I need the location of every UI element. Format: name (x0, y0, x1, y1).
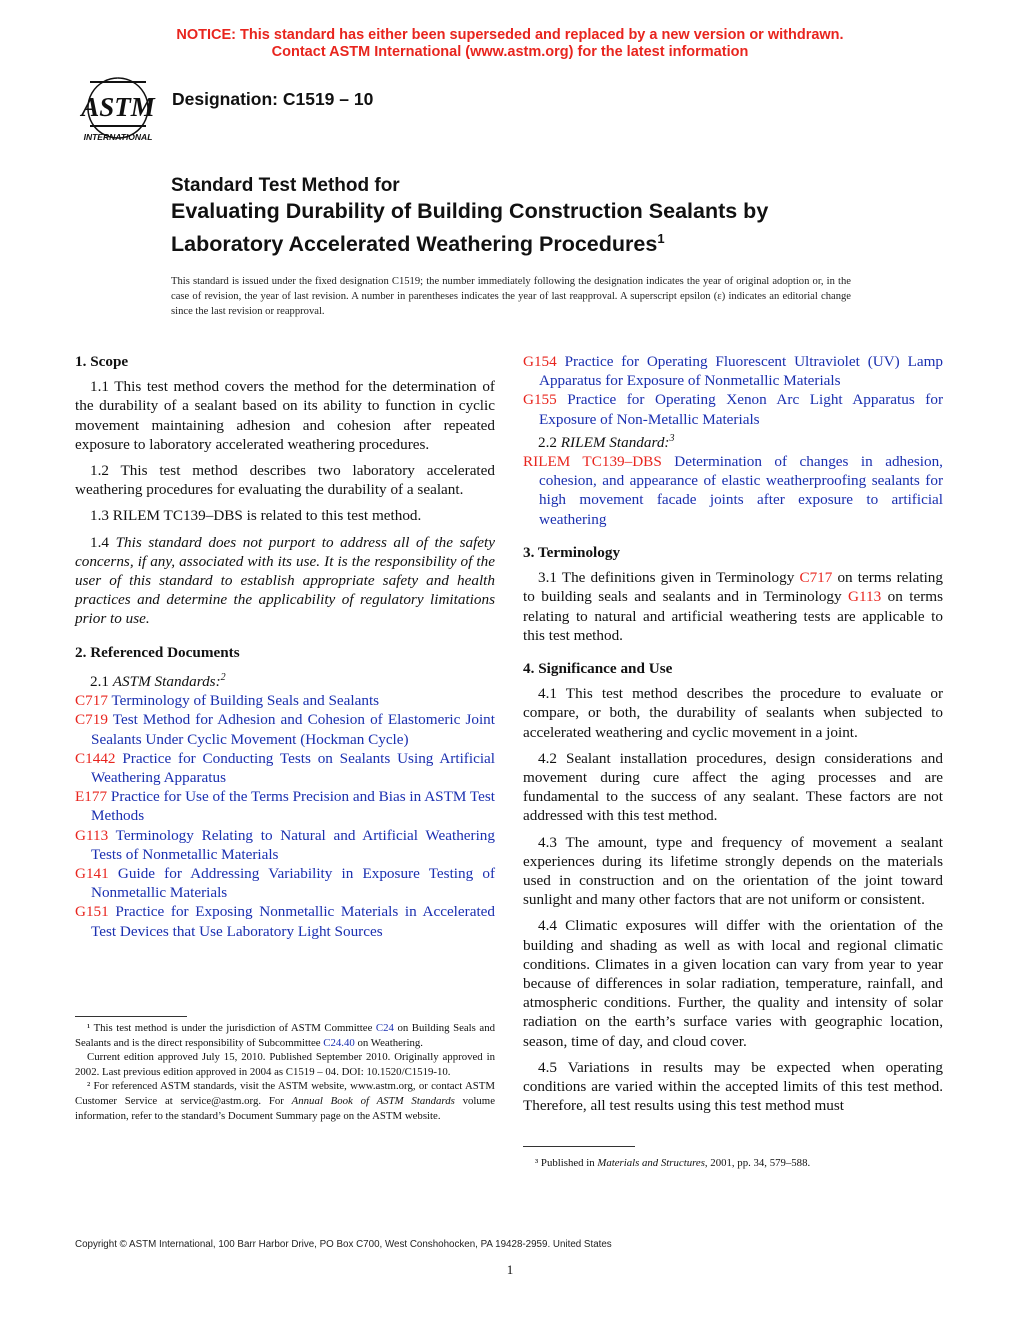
link-c24[interactable]: C24 (375, 1022, 394, 1034)
ref-g154[interactable]: G154 Practice for Operating Fluorescent Ultraviolet (UV) Lamp Apparatus for Exposure of Nonmetallic Materials (523, 353, 943, 390)
astm-logo-letters (79, 92, 156, 122)
link-c24-40[interactable]: C24.40 (323, 1036, 355, 1049)
footnote-1-edition: Current edition approved July 15, 2010. Published September 2010. Originally approved in 2002. Last previous edition approved in 2004 as C1519 – 04. DOI: 10.1520/C1519-10. (75, 1051, 495, 1078)
right-column (523, 352, 943, 1122)
para-1-2: 1.2 This test method describes two laboratory accelerated weathering procedures for evaluating the durability of a sealant. (75, 462, 495, 499)
para-4-1: 4.1 This test method describes the procedure to evaluate or compare, or both, the durability of sealants when subjected to accelerated weathering and cyclic movement in a joint. (523, 685, 943, 741)
section-refdocs-heading: 2. Referenced Documents (75, 643, 240, 661)
astm-logo-icon (74, 74, 162, 146)
para-4-4: 4.4 Climatic exposures will differ with the orientation of the building and shading as well as with local and regional climatic conditions. Climates in a given location can vary from year to year because of differences in solar radiation, temperature, rainfall, and atmospheric conditions. Further, the quality and intensity of solar radiation on the earth’s surface varies with geographic location, season, time of day, and cloud cover. (523, 917, 943, 1050)
ref-g155[interactable]: G155 Practice for Operating Xenon Arc Light Apparatus for Exposure of Non-Metallic Materials (523, 391, 943, 428)
ref-rilem[interactable]: RILEM TC139–DBS Determination of changes in adhesion, cohesion, and appearance of elastic weatherproofing sealants for high movement facade joints after exposure to artificial weathering (523, 453, 943, 528)
ref-c719[interactable]: C719 Test Method for Adhesion and Cohesion of Elastomeric Joint Sealants Under Cyclic Movement (Hockman Cycle) (75, 711, 495, 748)
para-3-1: 3.1 The definitions given in Terminology C717 on terms relating to building seals and sealants and in Terminology G113 on terms relating to natural and artificial weathering tests are applicable to this test method. (523, 569, 944, 644)
para-2-1: 2.1 ASTM Standards:$^2$ (90, 671, 226, 690)
para-1-3: 1.3 RILEM TC139–DBS is related to this test method. (90, 507, 422, 525)
astm-logo-subtext: INTERNATIONAL (83, 132, 153, 142)
withdrawal-notice (0, 27, 1020, 60)
svg-text:ASTM: ASTM (81, 92, 155, 122)
para-4-5: 4.5 Variations in results may be expected when operating conditions are varied within the accepted limits of this test method. Therefore, all test results using this test method must (523, 1058, 943, 1115)
notice-line-1: NOTICE: This standard has either been superseded and replaced by a new version or withdrawn. (176, 27, 844, 43)
footnote-3: ³ Published in Materials and Structures, 2001, pp. 34, 579–588. (535, 1157, 811, 1169)
link-g113[interactable]: G113 (848, 588, 882, 606)
para-2-2: 2.2 RILEM Standard:$^3$ (538, 432, 675, 451)
issuance-statement: This standard is issued under the fixed designation C1519; the number immediately following the designation indicates the year of original adoption or, in the case of revision, the year of last revision. A number in parentheses indicates the year of last reapproval. A superscript epsilon (ε) indicates an editorial change since the last revision or reapproval. (171, 276, 851, 317)
title-line-2: Evaluating Durability of Building Construction Sealants by (171, 199, 769, 223)
title-footnote-mark[interactable]: 1 (657, 231, 665, 246)
ref-g151[interactable]: G151 Practice for Exposing Nonmetallic Materials in Accelerated Test Devices that Use Laboratory Light Sources (75, 903, 495, 940)
ref-g141[interactable]: G141 Guide for Addressing Variability in Exposure Testing of Nonmetallic Materials (75, 864, 496, 902)
para-4-3: 4.3 The amount, type and frequency of movement a sealant experiences during its lifetime strongly depends on the materials used in construction and on the orientation of the joint toward sunlight and many other factors that are not uniform or consistent. (523, 833, 943, 909)
para-4-2: 4.2 Sealant installation procedures, design considerations and movement during cure affect the aging processes and are fundamental to the success of any sealant. These factors are not addressed with this test method. (523, 749, 943, 825)
ref-g113[interactable]: G113 Terminology Relating to Natural and Artificial Weathering Tests of Nonmetallic Materials (75, 826, 495, 863)
para-1-1: 1.1 This test method covers the method for the determination of the durability of a sealant based on its ability to function in cyclic movement maintaining adhesion and cohesion after repeated exposure to laboratory accelerated weathering procedures. (75, 378, 495, 453)
link-c717[interactable]: C717 (799, 569, 833, 587)
section-scope-heading: 1. Scope (75, 353, 129, 370)
copyright-notice: Copyright © ASTM International, 100 Barr Harbor Drive, PO Box C700, West Conshohocken, PA 19428-2959. United States (75, 1239, 612, 1250)
page-number: 1 (506, 1262, 514, 1277)
section-terminology-heading: 3. Terminology (523, 543, 621, 561)
footnote-rule-left (75, 1016, 187, 1017)
title-line-1: Standard Test Method for (171, 175, 400, 196)
footnote-2: ² For referenced ASTM standards, visit the ASTM website, www.astm.org, or contact ASTM Customer Service at service@astm.org. For Annual Book of ASTM Standards volume information, refer to the standard’s Document Summary page on the ASTM website. (75, 1080, 495, 1122)
notice-line-2: Contact ASTM International (www.astm.org) for the latest information (271, 43, 749, 60)
left-column (75, 352, 495, 941)
footnote-1: ¹ This test method is under the jurisdiction of ASTM Committee C24 on Building Seals and Sealants and is the direct responsibility of Subcommittee C24.40 on Weathering. (75, 1022, 495, 1049)
section-significance-heading: 4. Significance and Use (523, 659, 673, 677)
footnotes-right (523, 1156, 943, 1171)
designation: Designation: C1519 – 10 (172, 89, 374, 109)
ref-c717[interactable]: C717 Terminology of Building Seals and Sealants (75, 692, 380, 710)
ref-e177[interactable]: E177 Practice for Use of the Terms Precision and Bias in ASTM Test Methods (75, 788, 496, 825)
ref-c1442[interactable]: C1442 Practice for Conducting Tests on Sealants Using Artificial Weathering Apparatus (75, 749, 495, 786)
footnotes-left (75, 1021, 495, 1123)
document-title (171, 174, 891, 258)
para-1-4: 1.4 This standard does not purport to address all of the safety concerns, if any, associated with its use. It is the responsibility of the user of this standard to establish appropriate safety and health practices and determine the applicability of regulatory limitations prior to use. (75, 533, 496, 628)
footnote-rule-right (523, 1146, 635, 1147)
title-line-3: Laboratory Accelerated Weathering Procedures$^1$ (171, 231, 665, 257)
